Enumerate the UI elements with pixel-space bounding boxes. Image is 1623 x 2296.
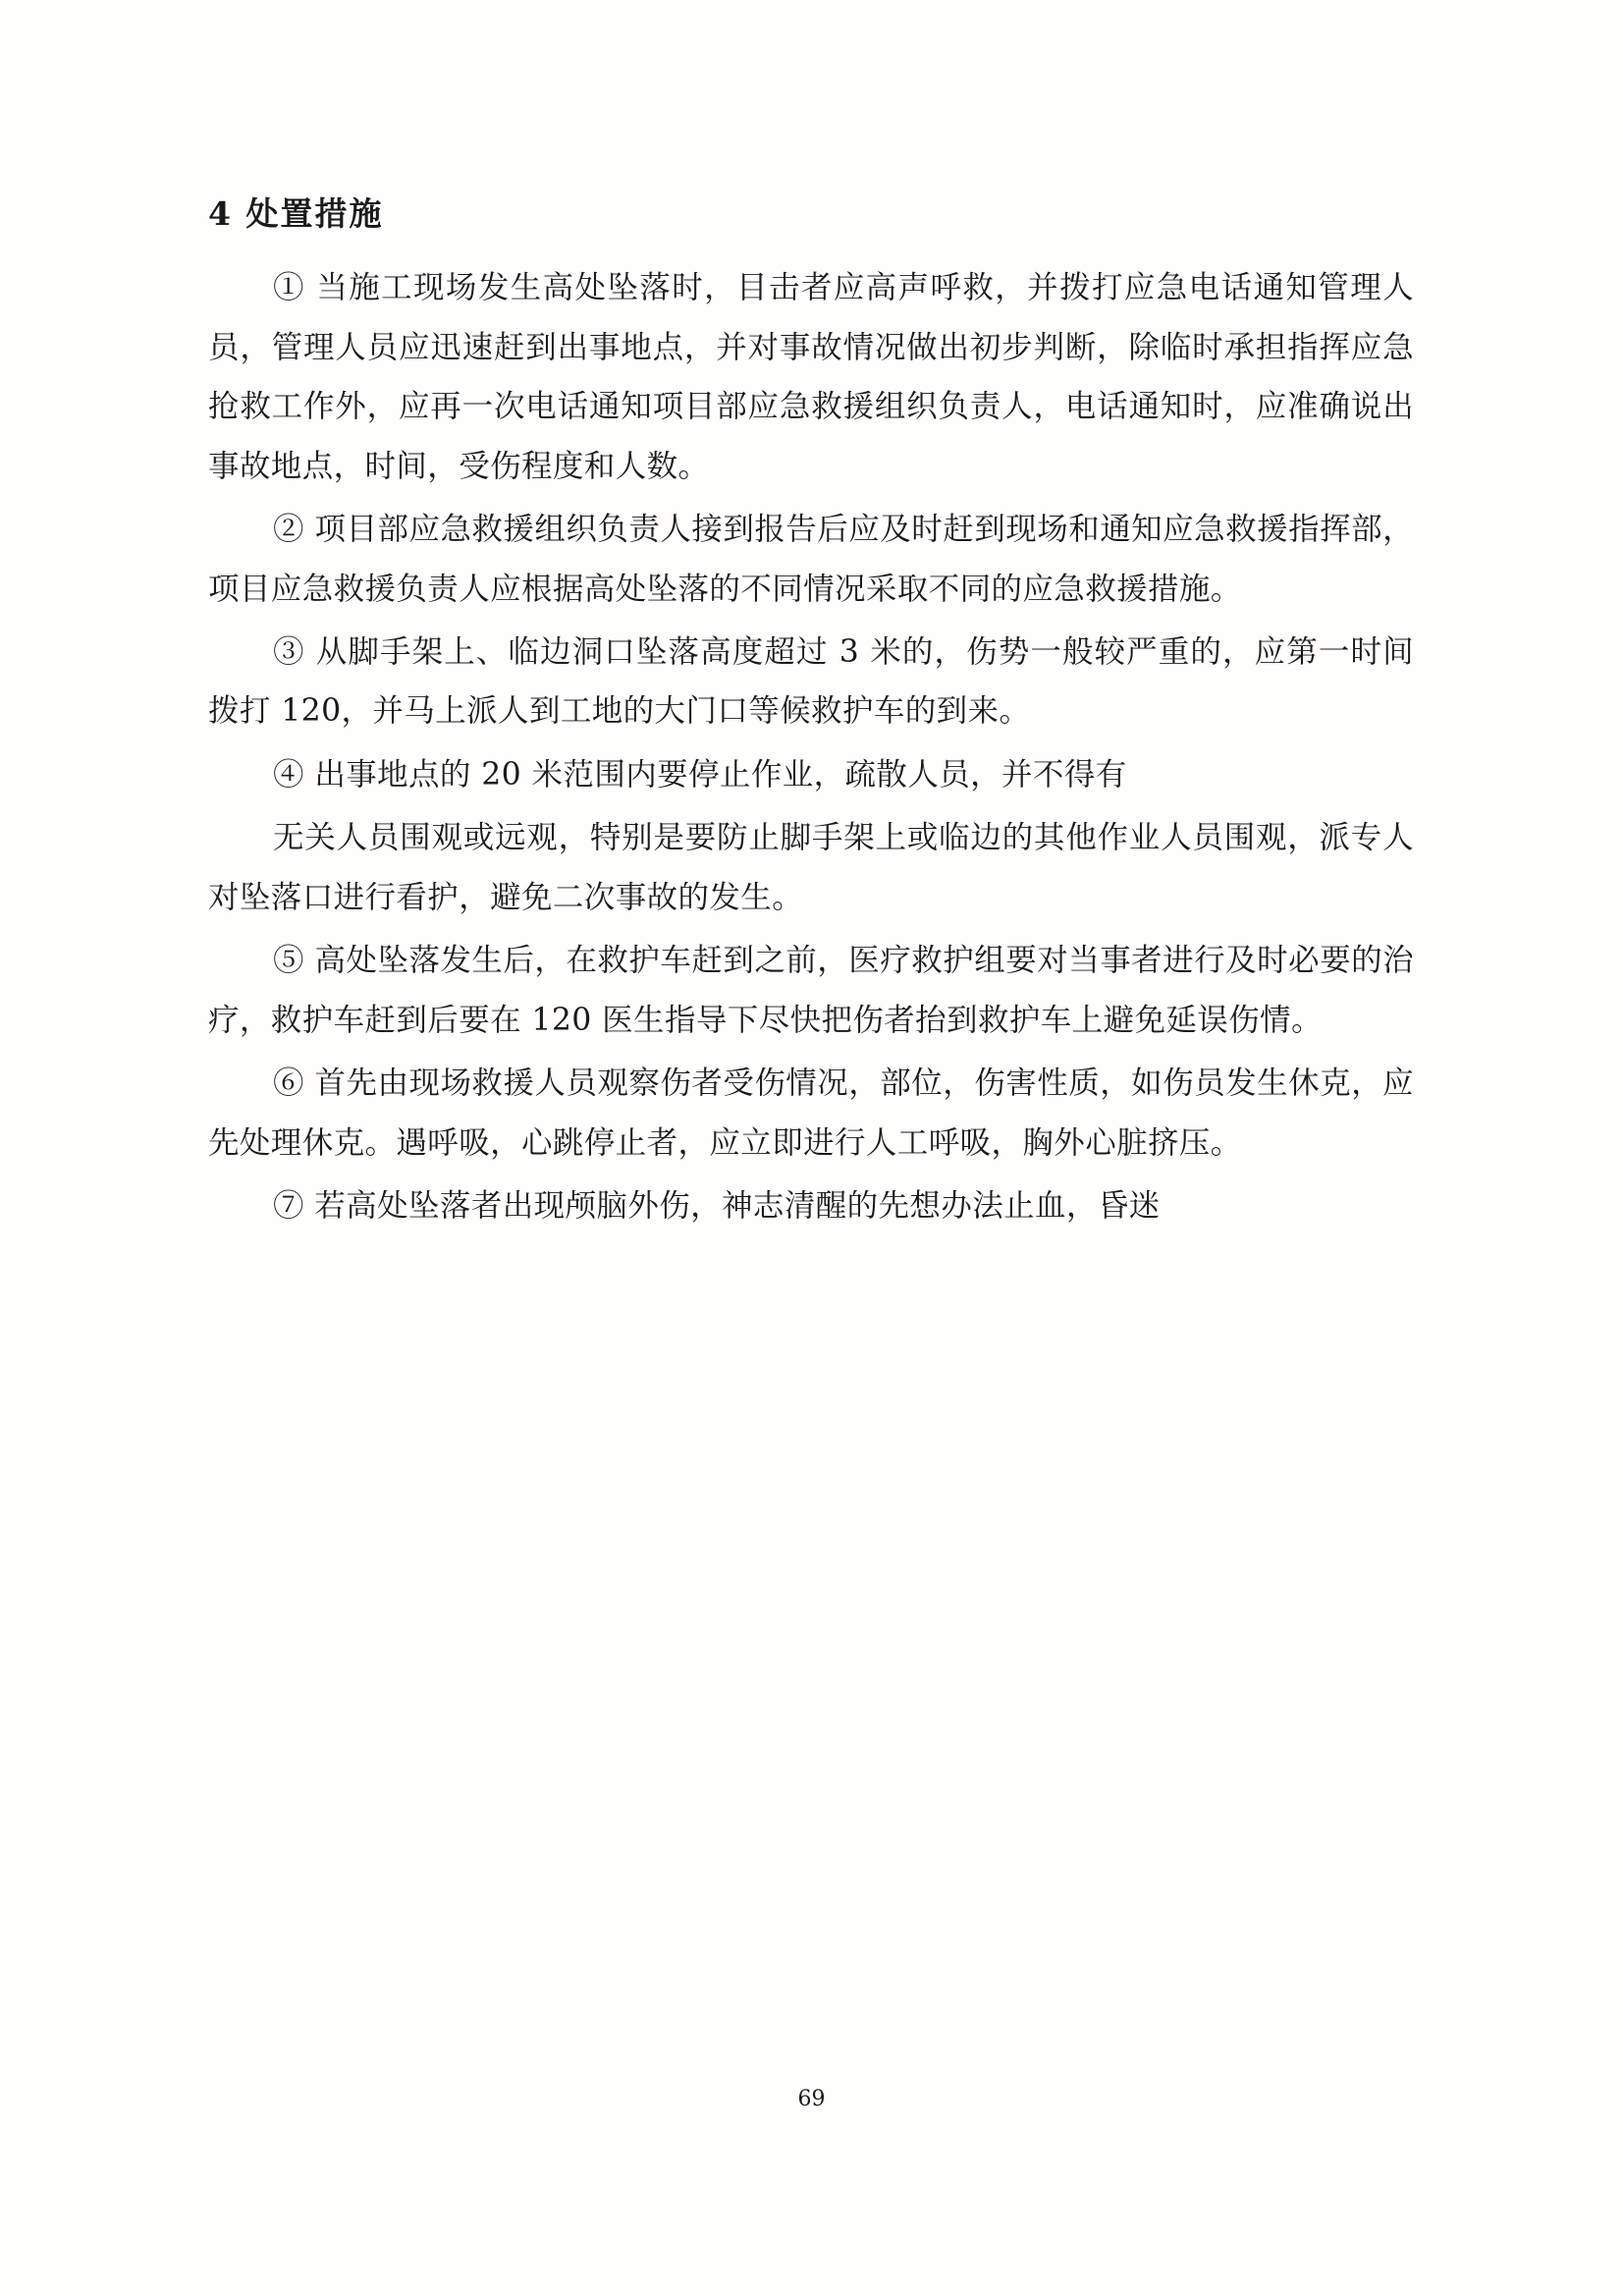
paragraph-item-2: ② 项目部应急救援组织负责人接到报告后应及时赶到现场和通知应急救援指挥部，项目应急救援负责人应根据高处坠落的不同情况采取不同的应急救援措施。 [208, 512, 1414, 607]
page-number: 69 [797, 2087, 826, 2111]
document-body [208, 191, 1414, 1240]
paragraph-item-5: ⑤ 高处坠落发生后，在救护车赶到之前，医疗救护组要对当事者进行及时必要的治疗，救护车赶到后要在 120 医生指导下尽快把伤者抬到救护车上避免延误伤情。 [208, 943, 1414, 1038]
page-title: 4 处置措施 [208, 194, 384, 233]
paragraph-item-7: ⑦ 若高处坠落者出现颅脑外伤，神志清醒的先想办法止血，昏迷 [273, 1188, 1161, 1225]
paragraph-item-4: ④ 出事地点的 20 米范围内要停止作业，疏散人员，并不得有 [273, 756, 1127, 793]
paragraph-item-1: ① 当施工现场发生高处坠落时，目击者应高声呼救，并拨打应急电话通知管理人员，管理人员应迅速赶到出事地点，并对事故情况做出初步判断，除临时承担指挥应急抢救工作外，应再一次电话通知项目部应急救援组织负责人，电话通知时，应准确说出事故地点，时间，受伤程度和人数。 [208, 270, 1414, 484]
paragraph-item-3: ③ 从脚手架上、临边洞口坠落高度超过 3 米的，伤势一般较严重的，应第一时间拨打 120，并马上派人到工地的大门口等候救护车的到来。 [208, 634, 1414, 730]
paragraph-item-6: ⑥ 首先由现场救援人员观察伤者受伤情况，部位，伤害性质，如伤员发生休克，应先处理休克。遇呼吸，心跳停止者，应立即进行人工呼吸，胸外心脏挤压。 [208, 1066, 1414, 1161]
paragraph-item-4-continuation: 无关人员围观或远观，特别是要防止脚手架上或临边的其他作业人员围观，派专人对坠落口进行看护，避免二次事故的发生。 [208, 820, 1414, 915]
